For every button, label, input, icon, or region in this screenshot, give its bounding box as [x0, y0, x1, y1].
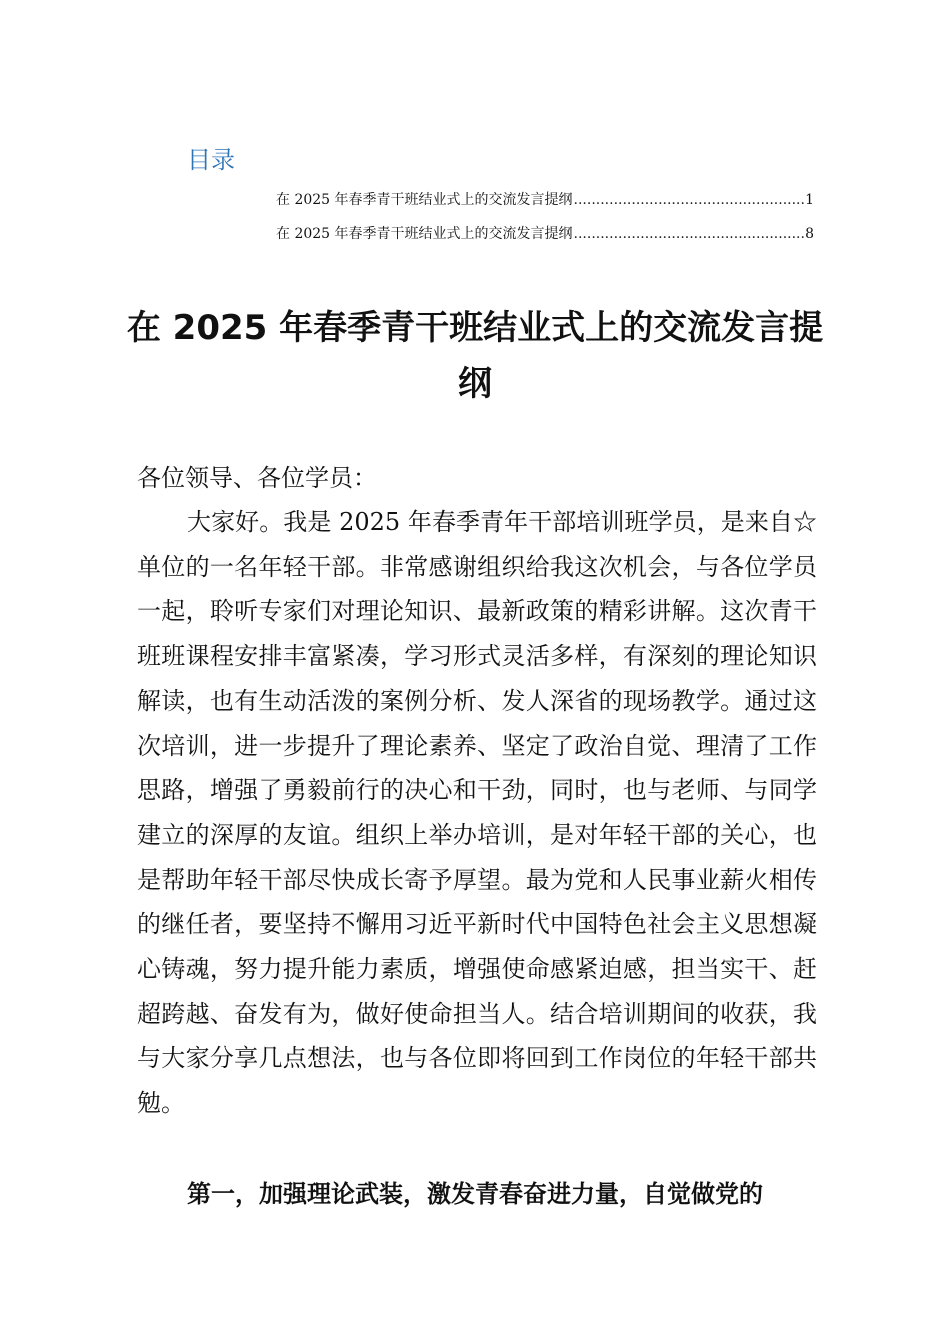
body-paragraph: 大家好。我是 2025 年春季青年干部培训班学员，是来自☆单位的一名年轻干部。非常感谢组织给我这次机会，与各位学员一起，聆听专家们对理论知识、最新政策的精彩讲解。这次青干班班课程安排丰富紧凑，学习形式灵活多样，有深刻的理论知识解读，也有生动活泼的案例分析、发人深省的现场教学。通过这次培训，进一步提升了理论素养、坚定了政治自觉、理清了工作思路，增强了勇毅前行的决心和干劲，同时，也与老师、与同学建立的深厚的友谊。组织上举办培训，是对年轻干部的关心，也是帮助年轻干部尽快成长寄予厚望。最为党和人民事业薪火相传的继任者，要坚持不懈用习近平新时代中国特色社会主义思想凝心铸魂，努力提升能力素质，增强使命感紧迫感，担当实干、赶超跨越、奋发有为，做好使命担当人。结合培训期间的收获，我与大家分享几点想法，也与各位即将回到工作岗位的年轻干部共勉。 — [137, 508, 817, 1118]
toc-entry-text: 在 2025 年春季青干班结业式上的交流发言提纲 — [276, 192, 573, 208]
toc-entry-page: 1 — [805, 192, 814, 208]
toc-leader-dots — [574, 223, 805, 245]
toc-entry[interactable] — [276, 223, 814, 245]
toc-entry-page: 8 — [805, 226, 814, 242]
document-title: 在 2025 年春季青干班结业式上的交流发言提纲 — [126, 308, 824, 404]
toc-entry[interactable] — [276, 189, 814, 211]
salutation: 各位领导、各位学员： — [137, 464, 377, 492]
section-heading: 第一，加强理论武装，激发青春奋进力量，自觉做党的 — [187, 1180, 763, 1208]
toc-leader-dots — [574, 189, 805, 211]
toc-title: 目录 — [187, 146, 235, 174]
toc-entry-text: 在 2025 年春季青干班结业式上的交流发言提纲 — [276, 226, 573, 242]
